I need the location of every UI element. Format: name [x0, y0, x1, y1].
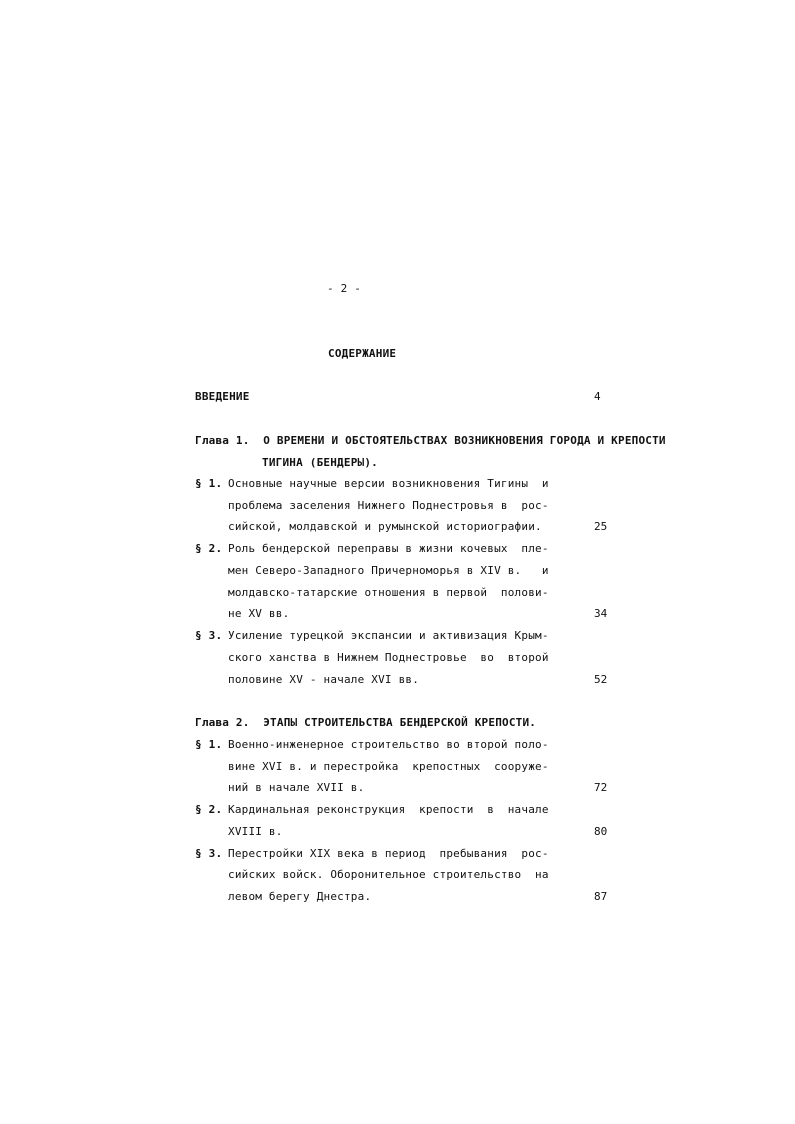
ch2-sec2-page: 80	[594, 825, 608, 838]
ch1-sec2-line2: мен Северо-Западного Причерноморья в XIV в. и	[228, 564, 549, 577]
ch1-sec2-line3: молдавско-татарские отношения в первой полови-	[228, 586, 549, 599]
ch1-sec1-line1: Основные научные версии возникновения Тигины и	[228, 477, 549, 490]
chapter2-title-line1: Глава 2. ЭТАПЫ СТРОИТЕЛЬСТВА БЕНДЕРСКОЙ КРЕПОСТИ.	[195, 716, 537, 729]
ch2-sec1-line3: ний в начале XVII в.	[228, 781, 365, 794]
ch2-sec3-line3: левом берегу Днестра.	[228, 890, 372, 903]
ch1-sec2-page: 34	[594, 607, 608, 620]
chapter1-title-line1: Глава 1. О ВРЕМЕНИ И ОБСТОЯТЕЛЬСТВАХ ВОЗНИКНОВЕНИЯ ГОРОДА И КРЕПОСТИ	[195, 434, 666, 447]
ch1-sec3-line2: ского ханства в Нижнем Поднестровье во второй	[228, 651, 549, 664]
ch1-sec1-line2: проблема заселения Нижнего Поднестровья в рос-	[228, 499, 549, 512]
ch2-sec1-line2: вине XVI в. и перестройка крепостных сооруже-	[228, 760, 549, 773]
page-heading: СОДЕРЖАНИЕ	[328, 347, 397, 360]
ch1-sec2-line1: Роль бендерской переправы в жизни кочевых пле-	[228, 542, 549, 555]
ch2-sec3-mark: § 3.	[195, 847, 223, 860]
page-number: - 2 -	[327, 282, 362, 295]
ch2-sec3-line1: Перестройки XIX века в период пребывания рос-	[228, 847, 549, 860]
ch1-sec2-line4: не XV вв.	[228, 607, 290, 620]
toc-intro-page: 4	[594, 390, 601, 403]
ch1-sec3-page: 52	[594, 673, 608, 686]
ch2-sec3-page: 87	[594, 890, 608, 903]
ch2-sec1-mark: § 1.	[195, 738, 223, 751]
ch1-sec3-line3: половине XV - начале XVI вв.	[228, 673, 420, 686]
ch1-sec2-mark: § 2.	[195, 542, 223, 555]
toc-intro-label: ВВЕДЕНИЕ	[195, 390, 250, 403]
ch1-sec1-line3: сийской, молдавской и румынской историографии.	[228, 520, 542, 533]
ch2-sec2-line2: XVIII в.	[228, 825, 283, 838]
ch1-sec1-mark: § 1.	[195, 477, 223, 490]
ch1-sec1-page: 25	[594, 520, 608, 533]
ch2-sec3-line2: сийских войск. Оборонительное строительство на	[228, 868, 549, 881]
ch1-sec3-line1: Усиление турецкой экспансии и активизация Крым-	[228, 629, 549, 642]
ch2-sec1-page: 72	[594, 781, 608, 794]
ch2-sec2-line1: Кардинальная реконструкция крепости в начале	[228, 803, 549, 816]
ch2-sec2-mark: § 2.	[195, 803, 223, 816]
chapter1-title-line2: ТИГИНА (БЕНДЕРЫ).	[262, 456, 378, 469]
ch1-sec3-mark: § 3.	[195, 629, 223, 642]
ch2-sec1-line1: Военно-инженерное строительство во второй поло-	[228, 738, 549, 751]
